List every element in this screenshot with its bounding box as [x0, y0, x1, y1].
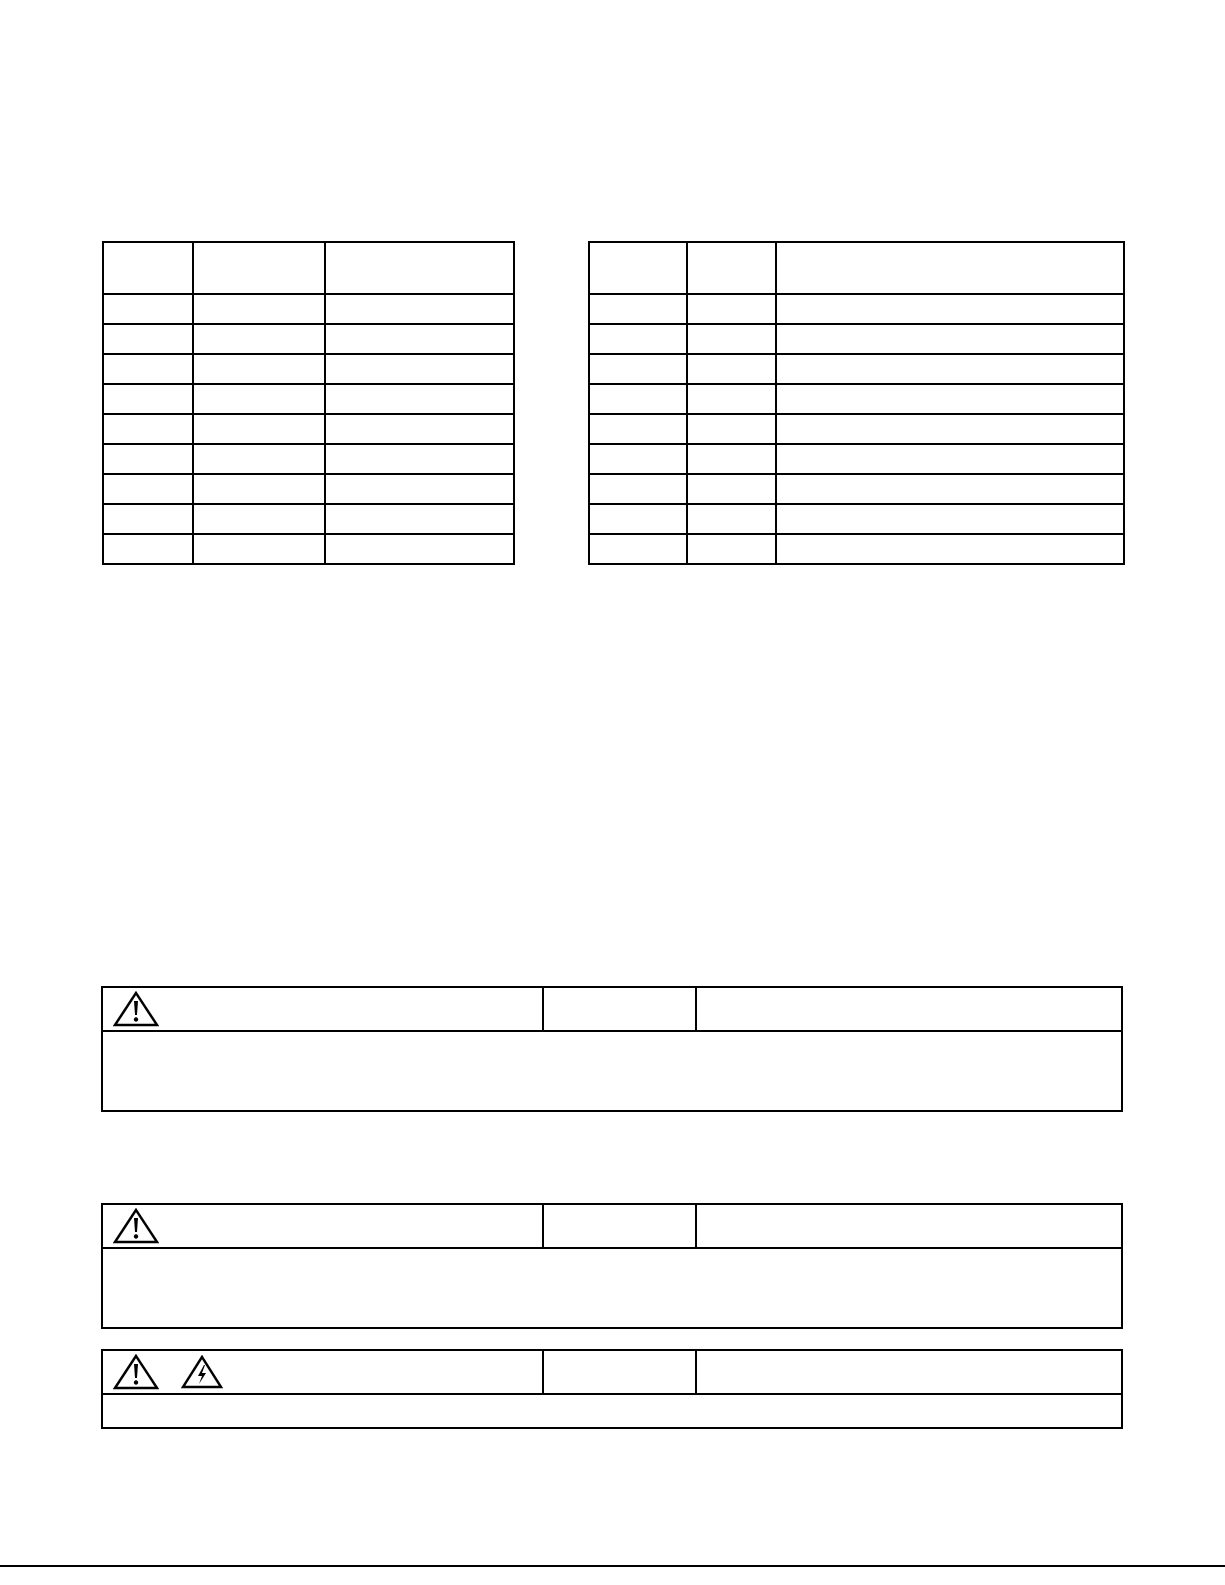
table-header-cell	[325, 242, 514, 294]
table-cell	[687, 474, 776, 504]
table-cell	[776, 534, 1124, 564]
table-cell	[325, 504, 514, 534]
table-cell	[776, 444, 1124, 474]
table-cell	[325, 384, 514, 414]
table-cell	[589, 504, 687, 534]
notice-header	[103, 1205, 1121, 1249]
table-row	[103, 534, 514, 564]
table-cell	[687, 354, 776, 384]
table-cell	[103, 414, 193, 444]
notice-field-2	[697, 988, 1121, 1030]
page-footer-rule	[0, 1565, 1225, 1567]
table-header-cell	[589, 242, 687, 294]
table-cell	[193, 324, 325, 354]
notice-field-1	[544, 988, 697, 1030]
table-cell	[193, 534, 325, 564]
table-cell	[193, 414, 325, 444]
table-cell	[103, 504, 193, 534]
table-cell	[687, 384, 776, 414]
left-table	[102, 241, 515, 565]
table-cell	[687, 414, 776, 444]
table-row	[103, 504, 514, 534]
table-cell	[325, 444, 514, 474]
table-cell	[776, 474, 1124, 504]
table-row	[589, 384, 1124, 414]
table-cell	[193, 354, 325, 384]
table-row	[103, 474, 514, 504]
table-row	[103, 444, 514, 474]
table-cell	[103, 534, 193, 564]
warning-triangle-icon	[113, 1354, 159, 1390]
table-row	[589, 414, 1124, 444]
table-cell	[776, 354, 1124, 384]
table-row	[589, 534, 1124, 564]
table-cell	[325, 534, 514, 564]
table-cell	[193, 384, 325, 414]
notice-header	[103, 1351, 1121, 1395]
notice-field-2	[697, 1351, 1121, 1393]
notice-header	[103, 988, 1121, 1032]
notice-field-2	[697, 1205, 1121, 1247]
warning-triangle-icon	[113, 991, 159, 1027]
notice-label-cell	[103, 988, 544, 1030]
table-cell	[687, 294, 776, 324]
table-cell	[325, 354, 514, 384]
table-row	[589, 444, 1124, 474]
warning-notice-3	[101, 1349, 1123, 1429]
table-row	[103, 384, 514, 414]
table-header-row	[103, 242, 514, 294]
table-cell	[589, 534, 687, 564]
table-cell	[589, 324, 687, 354]
table-row	[589, 354, 1124, 384]
table-cell	[589, 384, 687, 414]
table-row	[589, 504, 1124, 534]
table-cell	[103, 294, 193, 324]
table-cell	[103, 354, 193, 384]
notice-field-1	[544, 1205, 697, 1247]
table-row	[103, 414, 514, 444]
table-cell	[589, 474, 687, 504]
table-cell	[325, 324, 514, 354]
table-cell	[687, 534, 776, 564]
right-table	[588, 241, 1125, 565]
table-cell	[193, 474, 325, 504]
table-header-cell	[193, 242, 325, 294]
table-cell	[193, 504, 325, 534]
notice-label-cell	[103, 1205, 544, 1247]
warning-triangle-icon	[113, 1208, 159, 1244]
table-cell	[193, 444, 325, 474]
notice-label-cell	[103, 1351, 544, 1393]
table-cell	[589, 444, 687, 474]
electrical-hazard-icon	[181, 1355, 223, 1389]
table-header-cell	[776, 242, 1124, 294]
table-cell	[776, 504, 1124, 534]
table-row	[103, 294, 514, 324]
table-cell	[687, 444, 776, 474]
table-cell	[325, 474, 514, 504]
table-row	[589, 324, 1124, 354]
table-cell	[103, 324, 193, 354]
table-cell	[776, 324, 1124, 354]
table-cell	[687, 324, 776, 354]
table-cell	[103, 384, 193, 414]
table-row	[589, 474, 1124, 504]
table-cell	[589, 294, 687, 324]
notice-field-1	[544, 1351, 697, 1393]
warning-notice-1	[101, 986, 1123, 1112]
table-row	[103, 354, 514, 384]
table-cell	[193, 294, 325, 324]
table-cell	[103, 444, 193, 474]
table-header-cell	[687, 242, 776, 294]
table-cell	[103, 474, 193, 504]
table-cell	[325, 294, 514, 324]
table-cell	[776, 294, 1124, 324]
table-row	[589, 294, 1124, 324]
table-header-cell	[103, 242, 193, 294]
table-cell	[589, 354, 687, 384]
table-cell	[687, 504, 776, 534]
table-cell	[776, 384, 1124, 414]
table-cell	[589, 414, 687, 444]
table-cell	[776, 414, 1124, 444]
table-header-row	[589, 242, 1124, 294]
warning-notice-2	[101, 1203, 1123, 1329]
table-row	[103, 324, 514, 354]
table-cell	[325, 414, 514, 444]
